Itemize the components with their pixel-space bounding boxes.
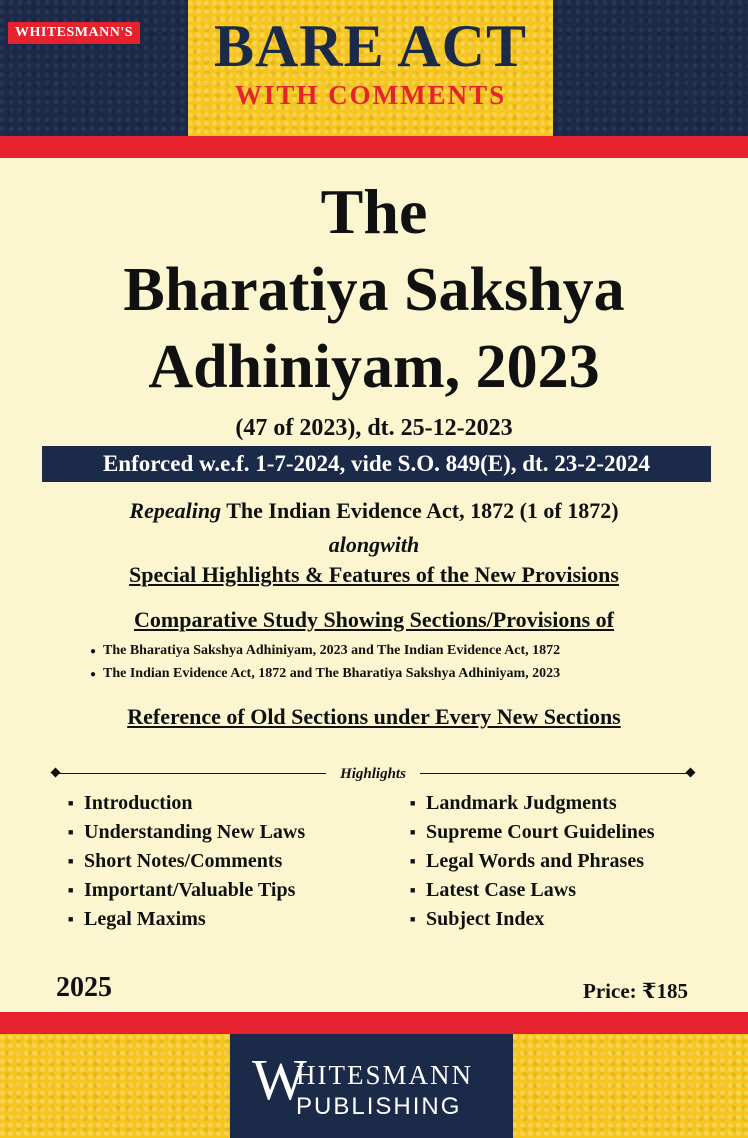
logo-name: HITESMANN [296, 1060, 473, 1090]
series-subtitle: WITH COMMENTS [234, 80, 507, 110]
highlights-left-column [68, 789, 305, 934]
price-label: Price: ₹185 [583, 979, 688, 1003]
bottom-red-stripe [0, 1012, 748, 1034]
list-item: ■ Supreme Court Guidelines [410, 818, 655, 847]
list-item: ■ Landmark Judgments [410, 789, 655, 818]
list-item: ● The Indian Evidence Act, 1872 and The Bharatiya Sakshya Adhiniyam, 2023 [90, 663, 710, 686]
comparative-list [90, 640, 710, 686]
repeal-text: The Indian Evidence Act, 1872 (1 of 1872) [226, 498, 619, 523]
list-item: ■ Understanding New Laws [68, 818, 305, 847]
act-number: (47 of 2023), dt. 25-12-2023 [235, 415, 513, 441]
highlights-rule-right [420, 773, 688, 774]
comparative-heading: Comparative Study Showing Sections/Provisions of [134, 607, 614, 632]
list-item: ■ Important/Valuable Tips [68, 876, 305, 905]
title-line-1: Bharatiya Sakshya [123, 256, 625, 324]
list-item: ■ Short Notes/Comments [68, 847, 305, 876]
publisher-tag: WHITESMANN'S [8, 22, 140, 44]
special-highlights: Special Highlights & Features of the New Provisions [129, 562, 619, 587]
list-item: ■ Introduction [68, 789, 305, 818]
comparative-heading-wrap [0, 606, 748, 634]
top-red-stripe [0, 136, 748, 158]
highlights-label: Highlights [340, 766, 406, 782]
highlights-right-column [410, 789, 655, 934]
list-item: ■ Latest Case Laws [410, 876, 655, 905]
special-highlights-wrap [0, 561, 748, 589]
logo-initial: W [252, 1047, 307, 1112]
edition-year: 2025 [56, 972, 112, 1003]
list-item: ■ Subject Index [410, 905, 655, 934]
alongwith-text: alongwith [328, 532, 420, 557]
series-title: BARE ACT [213, 13, 528, 79]
highlights-rule-left [58, 773, 326, 774]
title-line-2: Adhiniyam, 2023 [148, 333, 600, 401]
list-item: ■ Legal Maxims [68, 905, 305, 934]
right-diamond-ornament [686, 768, 696, 778]
enforced-banner: Enforced w.e.f. 1-7-2024, vide S.O. 849(E), dt. 23-2-2024 [42, 446, 711, 482]
logo-subtitle: PUBLISHING [296, 1093, 462, 1120]
list-item: ■ Legal Words and Phrases [410, 847, 655, 876]
reference-line: Reference of Old Sections under Every New Sections [127, 704, 621, 729]
repeal-line [0, 497, 748, 525]
reference-wrap [0, 703, 748, 731]
list-item: ● The Bharatiya Sakshya Adhiniyam, 2023 and The Indian Evidence Act, 1872 [90, 640, 710, 663]
repeal-prefix: Repealing [129, 498, 222, 523]
title-line-the: The [320, 176, 428, 247]
